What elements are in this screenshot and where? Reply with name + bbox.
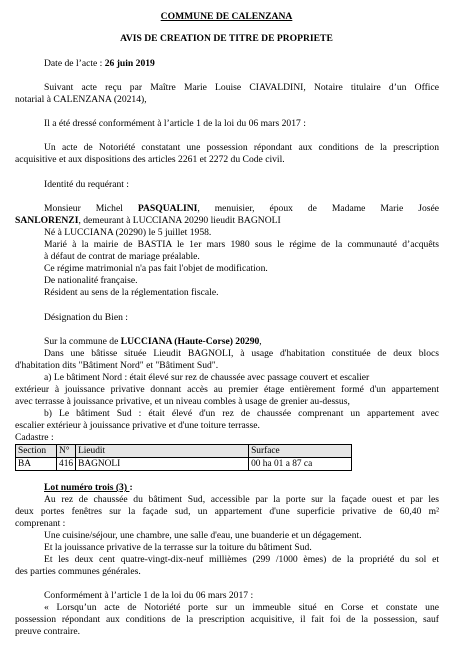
requerant-line-2	[15, 215, 281, 226]
lot-line-3: comprenant :	[15, 518, 66, 529]
act-date-label: Date de l’acte :	[44, 58, 105, 69]
notoriety-line-2: acquisitive et aux dispositions des articles 2261 et 2272 du Code civil.	[15, 154, 285, 165]
lot-line-6: Et les deux cent quatre-vingt-dix-neuf millièmes (299 /1000 èmes) de la propriété du sol et	[44, 554, 439, 565]
requerant-marriage-1: Marié à la mairie de BASTIA le 1er mars 1980 sous le régime de la communauté d’acquêts	[44, 239, 439, 250]
cadastre-cell-section: BA	[16, 458, 57, 471]
loi-line-3: possession répondant aux conditions de la prescription acquisitive, il fait foi de la possession, sauf	[15, 614, 439, 625]
bien-sud-2: escalier extérieur à jouissance privative et d'une toiture terrasse.	[15, 420, 260, 431]
bien-sud-1: b) Le bâtiment Sud : était élevé d'un rez de chaussée comprenant un appartement avec	[44, 408, 439, 419]
requerant-address: , demeurant à LUCCIANA 20290 lieudit BAGNOLI	[78, 215, 281, 226]
cadastre-cell-lieudit: BAGNOLI	[76, 458, 249, 471]
bien-commune-prefix: Sur la commune de	[44, 336, 121, 347]
requerant-surname: PASQUALINI	[137, 203, 198, 214]
requerant-heading: Identité du requérant :	[44, 179, 129, 190]
spouse-surname: SANLORENZI	[15, 215, 79, 226]
bien-commune-suffix: ,	[259, 336, 262, 347]
table-row	[16, 458, 352, 471]
cadastre-cell-number: 416	[57, 458, 76, 471]
bien-commune	[44, 336, 262, 347]
lot-heading	[44, 482, 133, 493]
requerant-marriage-2: à défaut de contrat de mariage préalable.	[44, 251, 200, 262]
requerant-profession: , menuisier, époux de Madame Marie Josée	[197, 203, 439, 214]
lot-line-7: des parties communes générales.	[15, 566, 141, 577]
requerant-line-1	[44, 203, 439, 214]
notoriety-line-1: Un acte de Notoriété constatant une possession répondant aux conditions de la prescription	[44, 142, 439, 153]
drawn-up-line: Il a été dressé conformément à l’article 1 de la loi du 06 mars 2017 :	[44, 118, 306, 129]
requerant-residence: Résident au sens de la réglementation fiscale.	[44, 287, 219, 298]
lot-number: (3)	[113, 482, 130, 493]
lot-heading-label: Lot numéro trois	[44, 482, 114, 493]
notice-title: AVIS DE CREATION DE TITRE DE PROPRIETE	[120, 33, 333, 44]
requerant-nationality: De nationalité française.	[44, 275, 138, 286]
lot-line-4: Une cuisine/séjour, une chambre, une salle d'eau, une buanderie et un dégagement.	[44, 530, 362, 541]
cadastre-header-lieudit: Lieudit	[76, 445, 249, 458]
lot-line-5: Et la jouissance privative de la terrasse sur la toiture du bâtiment Sud.	[44, 542, 312, 553]
loi-line-2: « Lorsqu’un acte de Notoriété porte sur un immeuble situé en Corse et constate une	[44, 602, 439, 613]
requerant-birth: Né à LUCCIANA (20290) le 5 juillet 1958.	[44, 227, 212, 238]
bien-line-3: d'habitation dits "Bâtiment Nord" et "Bâtiment Sud".	[15, 360, 219, 371]
bien-line-2: Dans une bâtisse située Lieudit BAGNOLI, à usage d'habitation constituée de deux blocs	[44, 348, 439, 359]
bien-heading: Désignation du Bien :	[44, 312, 128, 323]
cadastre-label: Cadastre :	[15, 432, 54, 443]
cadastre-header-number: N°	[57, 445, 76, 458]
requerant-regime: Ce régime matrimonial n'a pas fait l'objet de modification.	[44, 263, 268, 274]
cadastre-header-section: Section	[16, 445, 57, 458]
cadastre-header-surface: Surface	[249, 445, 352, 458]
cadastre-header-row	[16, 445, 352, 458]
bien-nord-3: avec terrasse à jouissance privative, et un niveau combles à usage de grenier au-dessus,	[15, 396, 350, 407]
commune-heading: COMMUNE DE CALENZANA	[160, 11, 293, 22]
cadastre-table	[15, 444, 352, 471]
lot-line-2: deux portes fenêtres sur la façade sud, un appartement d'une superficie privative de 60,40 m²	[15, 506, 439, 517]
notary-line-2: notarial à CALENZANA (20214),	[15, 94, 147, 105]
cadastre-cell-surface: 00 ha 01 a 87 ca	[249, 458, 352, 471]
lot-colon: :	[129, 482, 133, 493]
requerant-prefix: Monsieur Michel	[44, 203, 138, 214]
act-date-value: 26 juin 2019	[104, 58, 155, 69]
bien-nord-2: extérieur à jouissance privative donnant accès au premier étage entièrement formé d'un appartement	[15, 384, 439, 395]
notary-line-1: Suivant acte reçu par Maître Marie Louise CIAVALDINI, Notaire titulaire d’un Office	[44, 82, 439, 93]
bien-nord-1: a) Le bâtiment Nord : était élevé sur rez de chaussée avec passage couvert et escalier	[44, 372, 370, 383]
loi-line-1: Conformément à l’article 1 de la loi du 06 mars 2017 :	[44, 590, 254, 601]
lot-line-1: Au rez de chaussée du bâtiment Sud, accessible par la porte sur la façade ouest et par les	[44, 494, 439, 505]
bien-commune-name: LUCCIANA (Haute-Corse) 20290	[120, 336, 260, 347]
act-date	[44, 58, 155, 69]
loi-line-4: preuve contraire.	[15, 626, 80, 637]
